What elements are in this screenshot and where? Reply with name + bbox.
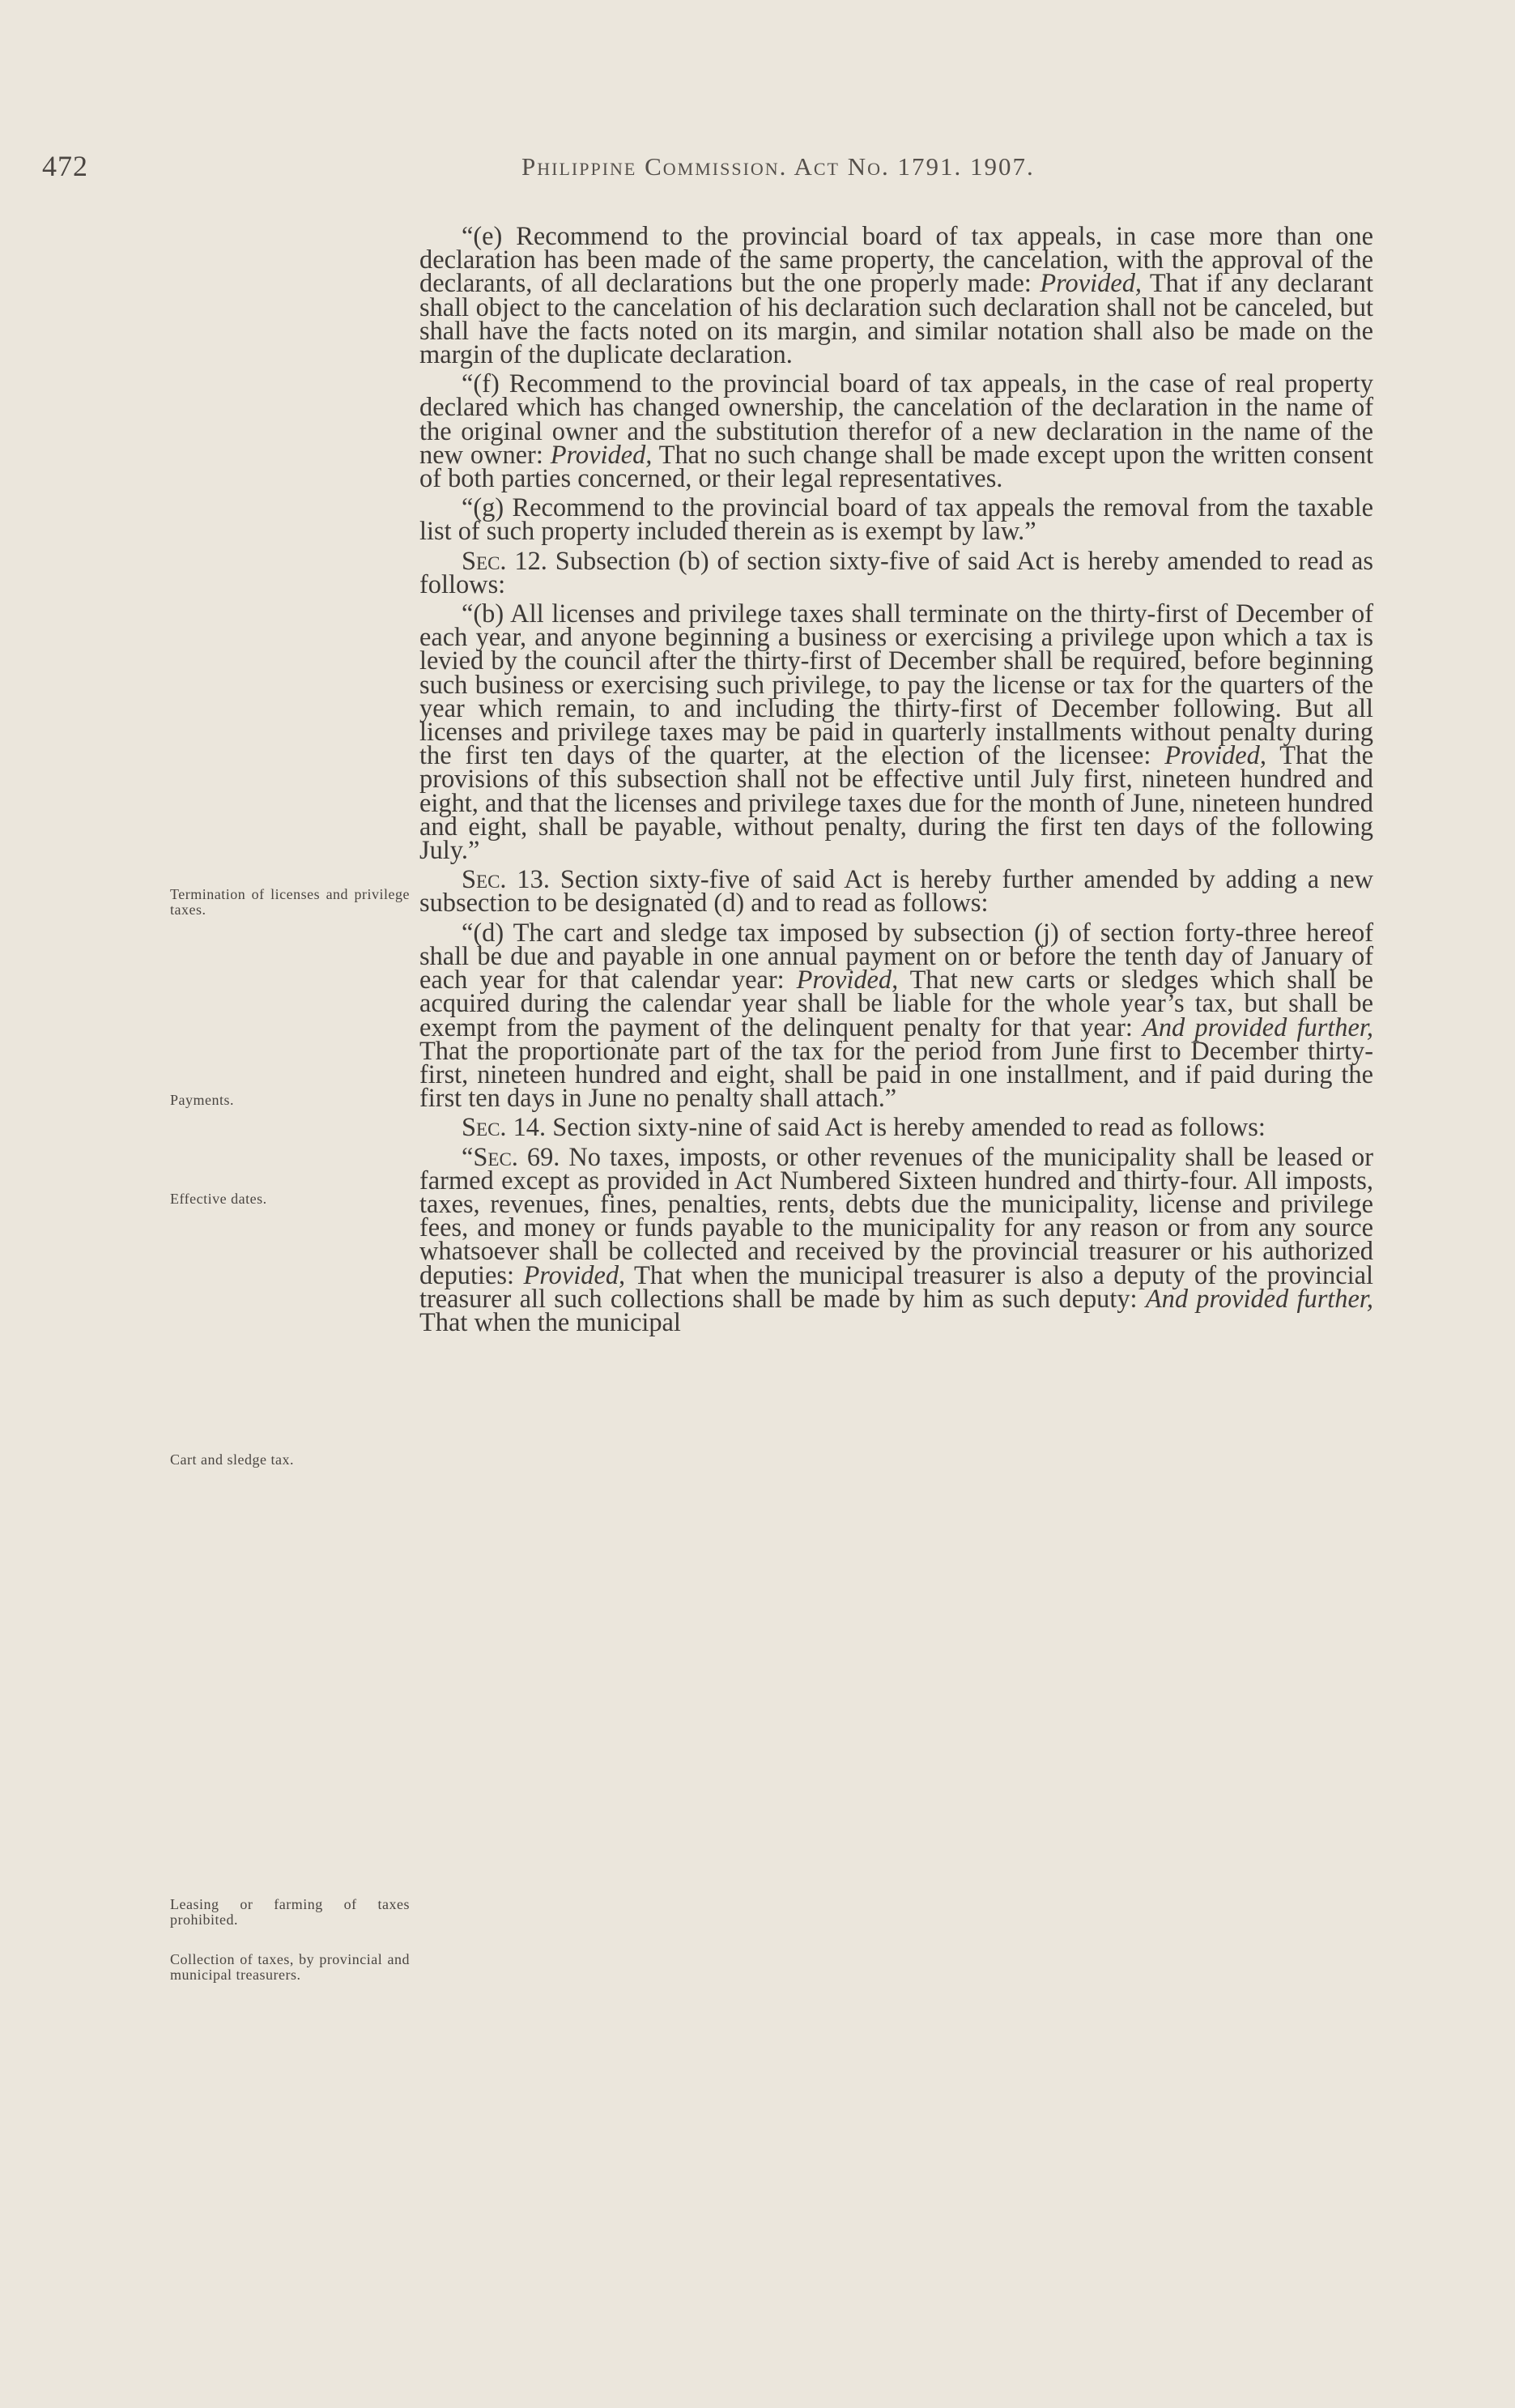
section-12: Sec. 12. Subsection (b) of section sixty-five of said Act is hereby amended to read as follows: [419,546,1374,599]
margin-note-collection: Collection of taxes, by provincial and municipal treasurers. [170,1951,410,1983]
section-14: Sec. 14. Section sixty-nine of said Act is hereby amended to read as follows: [462,1113,1266,1143]
margin-note-termination: Termination of licenses and privilege taxes. [170,886,410,918]
section-13: Sec. 13. Section sixty-five of said Act is hereby further amended by adding a new subsection to be designated (d) and to read as follows: [419,865,1373,918]
running-head: Philippine Commission. Act No. 1791. 1907. [521,152,1035,181]
paragraph-e: “(e) Recommend to the provincial board of tax appeals, in case more than one declaration has been made of the same property, the cancelation, with the approval of the declarants, of all declarations but the one properly made: Provided, That if any declarant shall object to the cancelation of his declaration such declaration shall not be canceled, but shall have the facts noted on its margin, and similar notation shall also be made on the margin of the duplicate declaration. [419,222,1374,370]
body-text [419,222,1374,1337]
margin-note-effective-dates: Effective dates. [170,1191,267,1207]
page-number: 472 [42,150,88,182]
section-69: “Sec. 69. No taxes, imposts, or other revenues of the municipality shall be leased or farmed except as provided in Act Numbered Sixteen hundred and thirty-four. All imposts, taxes, revenues, fines, penalties, rents, debts due the municipality, license and privilege fees, and money or funds payable to the municipality for any reason or from any source whatsoever shall be collected and received by the provincial treasurer or his authorized deputies: Provided, That when the municipal treasurer is also a deputy of the provincial treasurer all such collections shall be made by him as such deputy: And provided further, That when the municipal [419,1142,1373,1337]
paragraph-g: “(g) Recommend to the provincial board of tax appeals the removal from the taxable list of such property included therein as is exempt by law.” [419,493,1373,547]
paragraph-f: “(f) Recommend to the provincial board of tax appeals, in the case of real property declared which has changed ownership, the cancelation of the declaration in the name of the original owner and the substitution therefor of a new declaration in the name of the new owner: Provided, That no such change shall be made except upon the written consent of both parties concerned, or their legal representatives. [419,369,1373,494]
paragraph-b: “(b) All licenses and privilege taxes shall terminate on the thirty-first of December of each year, and anyone beginning a business or exercising a privilege upon which a tax is levied by the council after the thirty-first of December shall be required, before beginning such business or exercising such privilege, to pay the license or tax for the quarters of the year which remain, to and including the thirty-first of December following. But all licenses and privilege taxes may be paid in quarterly installments without penalty during the first ten days of the quarter, at the election of the licensee: Provided, That the provisions of this subsection shall not be effective until July first, nineteen hundred and eight, and that the licenses and privilege taxes due for the month of June, nineteen hundred and eight, shall be payable, without penalty, during the first ten days of the following July.” [419,599,1373,866]
margin-note-cart-sledge-tax: Cart and sledge tax. [170,1451,294,1468]
margin-note-leasing: Leasing or farming of taxes prohibited. [170,1896,410,1928]
margin-note-payments: Payments. [170,1092,234,1108]
paragraph-d: “(d) The cart and sledge tax imposed by subsection (j) of section forty-three hereof shall be due and payable in one annual payment on or before the tenth day of January of each year for that calendar year: Provided, That new carts or sledges which shall be acquired during the calendar year shall be liable for the whole year’s tax, but shall be exempt from the payment of the delinquent penalty for that year: And provided further, That the proportionate part of the tax for the period from June first to December thirty-first, nineteen hundred and eight, shall be paid in one installment, and if paid during the first ten days in June no penalty shall attach.” [419,918,1373,1114]
